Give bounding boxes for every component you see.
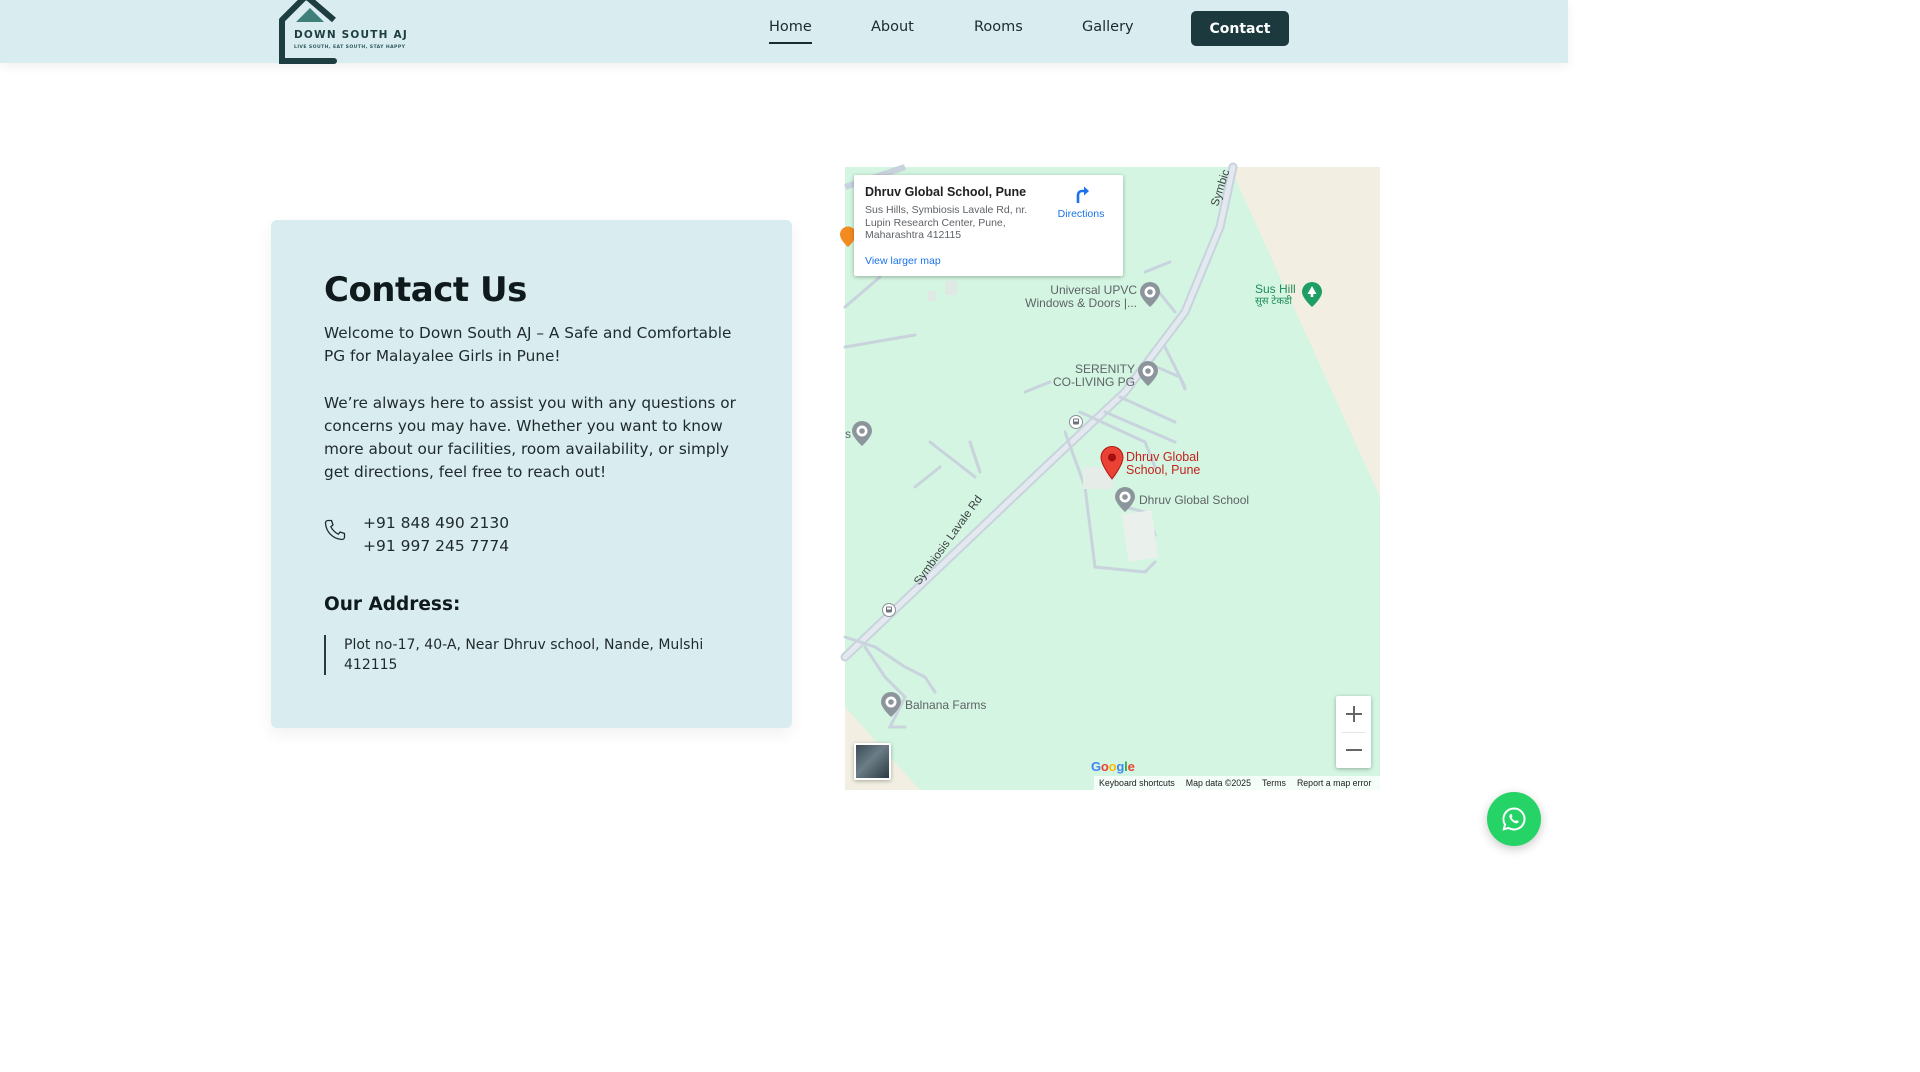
map-label-sus-hill: Sus Hill सुस टेकडी [1255, 282, 1296, 307]
contact-card [271, 220, 792, 728]
place-pin-icon[interactable] [880, 692, 902, 722]
embedded-map[interactable] [845, 167, 1380, 790]
map-layer-toggle[interactable] [854, 743, 891, 780]
road-label-top: Symbic [1209, 168, 1233, 208]
address-text: Plot no-17, 40-A, Near Dhruv school, Nande, Mulshi 412115 [324, 635, 714, 675]
phone-number-2[interactable]: +91 997 245 7774 [363, 537, 510, 555]
nav-home[interactable]: Home [769, 19, 812, 35]
bus-stop-icon[interactable] [882, 602, 896, 621]
map-label-upvc: Universal UPVC Windows & Doors |... [1025, 283, 1137, 310]
logo-name: DOWN SOUTH AJ [294, 29, 408, 41]
directions-link[interactable]: Directions [1049, 184, 1113, 220]
map-label-dhruv-marker: Dhruv Global School, Pune [1126, 450, 1201, 477]
nav-about[interactable]: About [871, 19, 914, 35]
map-info-window [854, 175, 1123, 276]
address-heading: Our Address: [324, 594, 461, 615]
place-pin-icon[interactable] [851, 421, 873, 451]
zoom-out-button[interactable] [1336, 732, 1371, 768]
whatsapp-button[interactable] [1487, 792, 1541, 846]
map-zoom-controls [1336, 696, 1371, 768]
site-header [0, 0, 1568, 63]
map-label-serenity: SERENITY CO-LIVING PG [1052, 362, 1135, 389]
map-attribution [1094, 776, 1380, 790]
phone-number-1[interactable]: +91 848 490 2130 [363, 514, 510, 532]
logo-tagline: LIVE SOUTH, EAT SOUTH, STAY HAPPY [294, 45, 406, 50]
directions-icon [1071, 184, 1091, 204]
contact-title: Contact Us [324, 270, 527, 310]
contact-button[interactable]: Contact [1191, 11, 1289, 46]
location-marker-icon[interactable] [1100, 446, 1124, 484]
info-address: Sus Hills, Symbiosis Lavale Rd, nr. Lupin Research Center, Pune, Maharashtra 412115 [865, 204, 1028, 241]
nav-rooms[interactable]: Rooms [974, 19, 1023, 35]
place-pin-icon[interactable] [1137, 361, 1159, 391]
bus-stop-icon[interactable] [1069, 414, 1083, 433]
map-label-cut: s [845, 427, 851, 441]
zoom-in-button[interactable] [1336, 696, 1371, 732]
plus-icon [1345, 705, 1363, 723]
info-title: Dhruv Global School, Pune [865, 185, 1027, 199]
contact-intro: Welcome to Down South AJ – A Safe and Comfortable PG for Malayalee Girls in Pune! [324, 324, 732, 365]
place-pin-icon[interactable] [1114, 487, 1136, 517]
google-logo: Google [1091, 759, 1135, 774]
minus-icon [1345, 741, 1363, 759]
phone-icon [323, 518, 347, 546]
nav-gallery[interactable]: Gallery [1082, 19, 1134, 35]
terms-link[interactable]: Terms [1261, 778, 1286, 788]
report-error-link[interactable]: Report a map error [1296, 778, 1372, 788]
site-logo[interactable] [276, 0, 416, 64]
whatsapp-icon [1501, 806, 1527, 832]
place-pin-icon[interactable] [1139, 282, 1161, 312]
park-pin-icon[interactable] [1301, 282, 1323, 312]
keyboard-shortcuts-link[interactable]: Keyboard shortcuts [1099, 778, 1175, 788]
map-label-dhruv-school: Dhruv Global School [1139, 493, 1250, 507]
map-data-text: Map data ©2025 [1185, 778, 1251, 788]
road-label-lavale: Symbiosis Lavale Rd [912, 493, 985, 588]
map-label-balnana: Balnana Farms [905, 698, 987, 712]
contact-body: We’re always here to assist you with any questions or concerns you may have. Whether you want to know more about our facilities, room availability, or simply get directions, feel free to reach out! [324, 394, 736, 481]
view-larger-map-link[interactable]: View larger map [865, 255, 941, 267]
